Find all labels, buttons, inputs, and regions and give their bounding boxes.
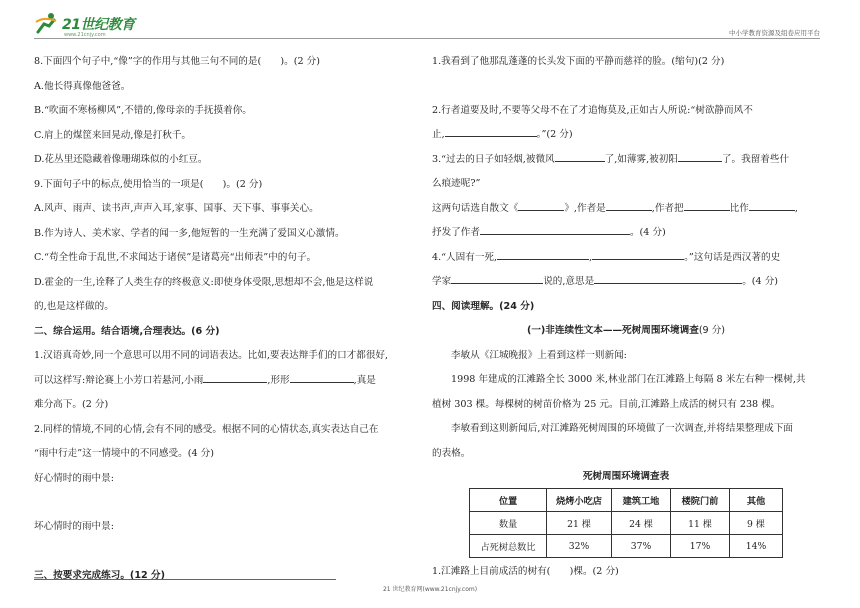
table-header-cell: 建筑工地 xyxy=(612,489,671,512)
s2-q1-line2 xyxy=(34,369,420,394)
s2-q1-line3: 难分高下。(2 分) xyxy=(34,399,109,410)
reading-score: (9 分) xyxy=(698,325,726,336)
table-cell: 21 棵 xyxy=(547,512,612,535)
question-9: 9.下面句子中的标点,使用恰当的一项是( )。(2 分) xyxy=(34,178,263,190)
r-q3-text-4a: 抒发了作者 xyxy=(432,227,480,238)
blank-r3e[interactable] xyxy=(684,209,730,211)
question-8: 8.下面四个句子中,“像”字的作用与其他三句不同的是( )。(2 分) xyxy=(34,56,320,67)
q8-option-d: D.花丛里还隐藏着像珊瑚珠似的小红豆。 xyxy=(34,154,208,165)
reading-p2-line2: 植树 303 棵。每棵树的树苗价格为 25 元。目前,江滩路上成活的树只有 238 棵。 xyxy=(432,398,781,410)
r-q3-line2: 么痕迹呢?” xyxy=(432,178,481,189)
r-q3-line3 xyxy=(432,197,820,222)
reading-p2-line1: 1998 年建成的江滩路全长 3000 米,林业部门在江滩路上每隔 8 米左右种一棵树,共 xyxy=(451,374,806,385)
reading-p1: 李敏从《江城晚报》上看到这样一则新闻: xyxy=(451,349,627,361)
q9-option-d-line1: D.霍金的一生,诠释了人类生存的终极意义:即使身体受限,思想却不会,他是这样说 xyxy=(34,276,374,288)
q9-option-d-line2: 的,也是这样做的。 xyxy=(34,301,114,312)
bad-mood-label: 坏心情时的雨中景: xyxy=(34,521,114,532)
r-q3-text-3d: 比作 xyxy=(729,202,749,214)
table-title: 死树周围环境调查表 xyxy=(582,471,670,482)
q9-option-a: A.风声、雨声、读书声,声声入耳,家事、国事、天下事、事事关心。 xyxy=(34,203,319,214)
s2-q1-text-b: ,形形 xyxy=(267,374,290,386)
blank-1[interactable] xyxy=(203,381,267,383)
s2-q1-text-c: ,真是 xyxy=(353,374,376,386)
blank-r3b[interactable] xyxy=(678,160,722,162)
r-q4-text-b: , xyxy=(589,251,593,263)
s2-q2-line1: 2.同样的情境,不同的心情,会有不同的感受。根据不同的心情状态,真实表达自己在 xyxy=(34,423,379,435)
blank-r3g[interactable] xyxy=(480,233,630,235)
footer-text: 21 世纪教育网(www.21cnjy.com) xyxy=(382,586,478,593)
r-q4-text-2c: 。(4 分) xyxy=(742,276,779,287)
header-divider xyxy=(34,38,820,39)
r-q3-line4 xyxy=(432,221,820,246)
blank-r4d[interactable] xyxy=(594,282,742,284)
r-q4-text-2b: 说的,意思是 xyxy=(543,276,595,287)
r-q3-line1 xyxy=(432,148,820,173)
q8-option-c: C.肩上的煤筐来回晃动,像是打秋千。 xyxy=(34,129,192,141)
s2-q1-text-a: 可以这样写:辩论赛上小芳口若悬河,小雨 xyxy=(34,374,204,386)
r-q4-text-a: 4.“人固有一死, xyxy=(432,251,498,263)
table-cell: 占死树总数比 xyxy=(470,535,547,558)
r-q3-text-a: 3.“过去的日子如轻烟,被微风 xyxy=(432,153,555,165)
section-4-heading: 四、阅读理解。(24 分) xyxy=(432,300,535,312)
r-q3-text-b: 了,如薄雾,被初阳 xyxy=(604,153,678,165)
r-q2-line1: 2.行者道要及时,不要等父母不在了才追悔莫及,正如古人所说:“树欲静而风不 xyxy=(432,104,753,116)
r-q3-text-3c: ,作者把 xyxy=(651,202,684,214)
blank-r3a[interactable] xyxy=(555,160,605,162)
table-header-cell: 位置 xyxy=(470,489,547,512)
q9-option-c: C.“苟全性命于乱世,不求闻达于诸侯”是诸葛亮“出师表”中的句子。 xyxy=(34,252,317,263)
r-q2-text-b: 。”(2 分) xyxy=(536,129,573,140)
r-q3-text-3b: 》,作者是 xyxy=(564,202,606,214)
blank-r3d[interactable] xyxy=(606,209,652,211)
reading-p3-line2: 的表格。 xyxy=(432,447,471,459)
right-column xyxy=(432,50,820,585)
left-column xyxy=(34,50,420,588)
blank-r4b[interactable] xyxy=(592,258,684,260)
table-cell: 32% xyxy=(547,535,612,558)
logo-runner-icon xyxy=(34,12,60,34)
r-q4-text-c: 。”这句话是西汉著的史 xyxy=(684,251,781,263)
table-cell: 数量 xyxy=(470,512,547,535)
table-header-row xyxy=(470,489,783,512)
table-cell: 14% xyxy=(730,535,783,558)
table-row xyxy=(470,512,783,535)
reading-q1: 1.江滩路上目前成活的树有( )棵。(2 分) xyxy=(432,566,619,577)
table-cell: 37% xyxy=(612,535,671,558)
blank-r4a[interactable] xyxy=(497,258,589,260)
q9-option-b: B.作为诗人、美术家、学者的闻一多,他短暂的一生充满了爱国义心激情。 xyxy=(34,227,345,239)
r-q4-line1 xyxy=(432,246,820,271)
survey-table xyxy=(469,488,783,558)
r-q4-text-2a: 学家 xyxy=(432,276,452,287)
reading-title xyxy=(432,319,820,344)
s2-q2-line2: “雨中行走”这一情境中的不同感受。(4 分) xyxy=(34,448,214,459)
q8-option-a: A.他长得真像他爸爸。 xyxy=(34,80,131,92)
table-header-cell: 其他 xyxy=(730,489,783,512)
q8-option-b: B.“吹面不寒杨柳风”,不错的,像母亲的手抚摸着你。 xyxy=(34,105,252,116)
reading-p3-line1: 李敏看到这则新闻后,对江滩路死树周围的环境做了一次调查,并将结果整理成下面 xyxy=(451,423,793,434)
r-q2-text-a: 止, xyxy=(432,129,445,140)
r-q3-text-3a: 这两句话选自散文《 xyxy=(432,202,519,214)
table-cell: 17% xyxy=(671,535,730,558)
blank-r4c[interactable] xyxy=(451,282,543,284)
r-q3-text-3e: , xyxy=(794,202,798,214)
blank-r3f[interactable] xyxy=(749,209,795,211)
section-2-heading: 二、综合运用。结合语境,合理表达。(6 分) xyxy=(34,325,220,337)
header-platform-name: 中小学教育资源及组卷应用平台 xyxy=(729,29,820,37)
r-q2-line2 xyxy=(432,123,820,148)
s2-q1-line1: 1.汉语真奇妙,同一个意思可以用不同的词语表达。比如,要表达辩手们的口才都很好, xyxy=(34,350,389,361)
logo-text: 21世纪教育 xyxy=(62,17,135,33)
table-header-cell: 烧烤小吃店 xyxy=(547,489,612,512)
table-cell: 11 棵 xyxy=(671,512,730,535)
r-q1: 1.我看到了他那乱蓬蓬的长头发下面的平静而慈祥的脸。(缩句)(2 分) xyxy=(432,56,725,67)
site-logo xyxy=(34,12,134,40)
section-3-heading: 三、按要求完成练习。(12 分) xyxy=(34,569,165,581)
table-cell: 9 棵 xyxy=(730,512,783,535)
table-header-cell: 楼院门前 xyxy=(671,489,730,512)
good-mood-label: 好心情时的雨中景: xyxy=(34,472,114,484)
reading-title-text: (一)非连续性文本——死树周围环境调查 xyxy=(526,325,699,336)
footer-divider xyxy=(34,579,336,580)
blank-2[interactable] xyxy=(290,381,354,383)
r-q3-text-c: 了。我留着些什 xyxy=(721,153,790,165)
r-q3-text-4b: 。(4 分) xyxy=(629,227,666,238)
table-row xyxy=(470,535,783,558)
blank-r2[interactable] xyxy=(445,135,537,137)
blank-r3c[interactable] xyxy=(518,209,564,211)
logo-url: www.21cnjy.com xyxy=(64,32,106,38)
r-q4-line2 xyxy=(432,270,820,295)
table-cell: 24 棵 xyxy=(612,512,671,535)
